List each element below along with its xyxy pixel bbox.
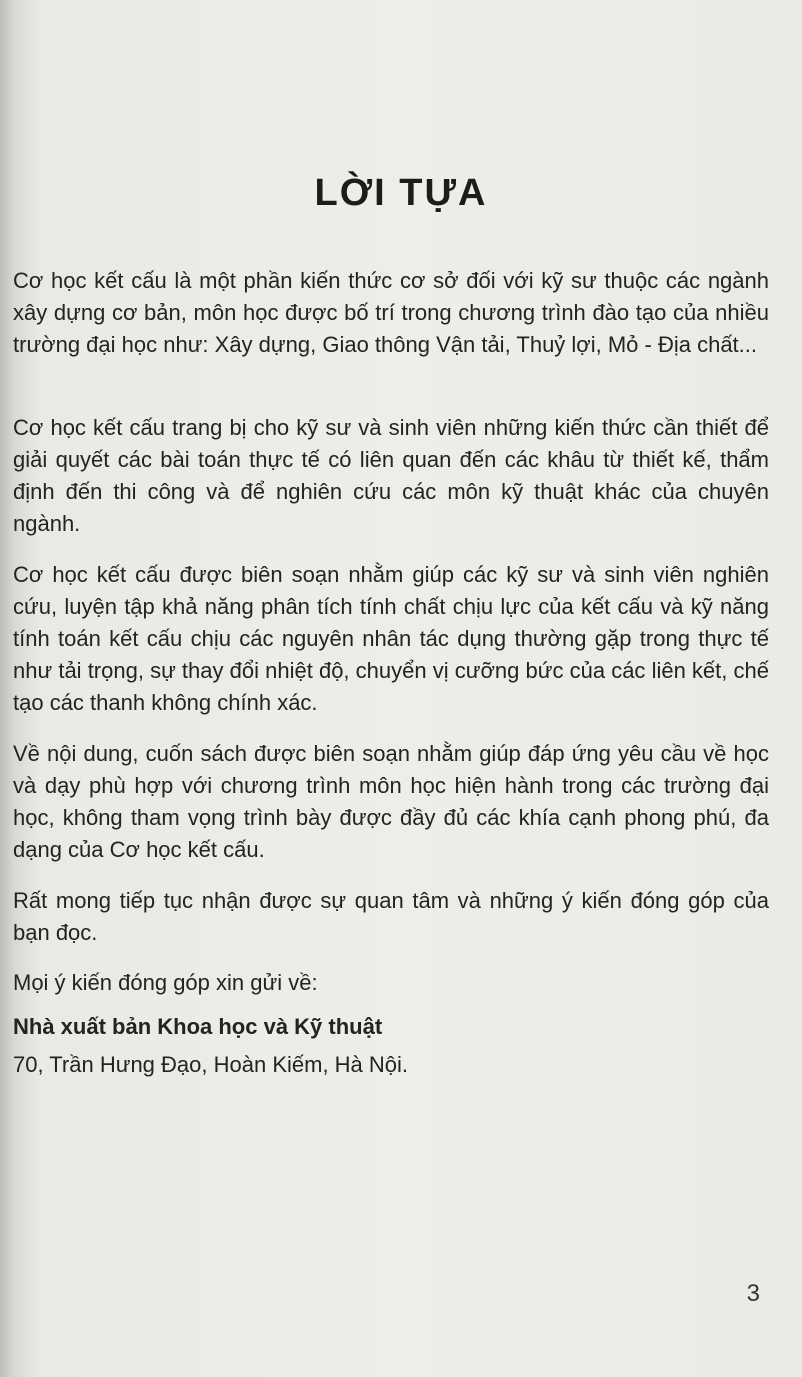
paragraph-contact-intro: Mọi ý kiến đóng góp xin gửi về: bbox=[13, 970, 318, 995]
paragraph-intro: Cơ học kết cấu là một phần kiến thức cơ sở đối với kỹ sư thuộc các ngành xây dựng cơ bản, môn học được bố trí trong chương trình đào tạo của nhiều trường đại học như: Xây dựng, Giao thông Vận tải, Thuỷ lợi, Mỏ - Địa chất... bbox=[13, 268, 769, 357]
paragraph-feedback: Rất mong tiếp tục nhận được sự quan tâm và những ý kiến đóng góp của bạn đọc. bbox=[13, 888, 769, 945]
publisher-name: Khoa học và Kỹ thuật bbox=[157, 1014, 383, 1039]
publisher-line bbox=[13, 1011, 769, 1043]
publisher-address: 70, Trần Hưng Đạo, Hoàn Kiếm, Hà Nội. bbox=[13, 1052, 409, 1077]
page-title: LỜI TỰA bbox=[314, 172, 488, 214]
paragraph-purpose: Cơ học kết cấu trang bị cho kỹ sư và sinh viên những kiến thức cần thiết để giải quyết các bài toán thực tế có liên quan đến các khâu từ thiết kế, thẩm định đến thi công và để nghiên cứu các môn kỹ thuật khác của chuyên ngành. bbox=[13, 415, 769, 536]
paragraph-aim: Cơ học kết cấu được biên soạn nhằm giúp các kỹ sư và sinh viên nghiên cứu, luyện tập khả năng phân tích tính chất chịu lực của kết cấu và kỹ năng tính toán kết cấu chịu các nguyên nhân tác dụng thường gặp trong thực tế như tải trọng, sự thay đổi nhiệt độ, chuyển vị cưỡng bức của các liên kết, chế tạo các thanh không chính xác. bbox=[13, 562, 769, 715]
page-number: 3 bbox=[746, 1280, 760, 1307]
publisher-prefix: Nhà xuất bản bbox=[13, 1014, 158, 1039]
paragraph-content: Về nội dung, cuốn sách được biên soạn nhằm giúp đáp ứng yêu cầu về học và dạy phù hợp với chương trình môn học hiện hành trong các trường đại học, không tham vọng trình bày được đầy đủ các khía cạnh phong phú, đa dạng của Cơ học kết cấu. bbox=[13, 741, 769, 862]
